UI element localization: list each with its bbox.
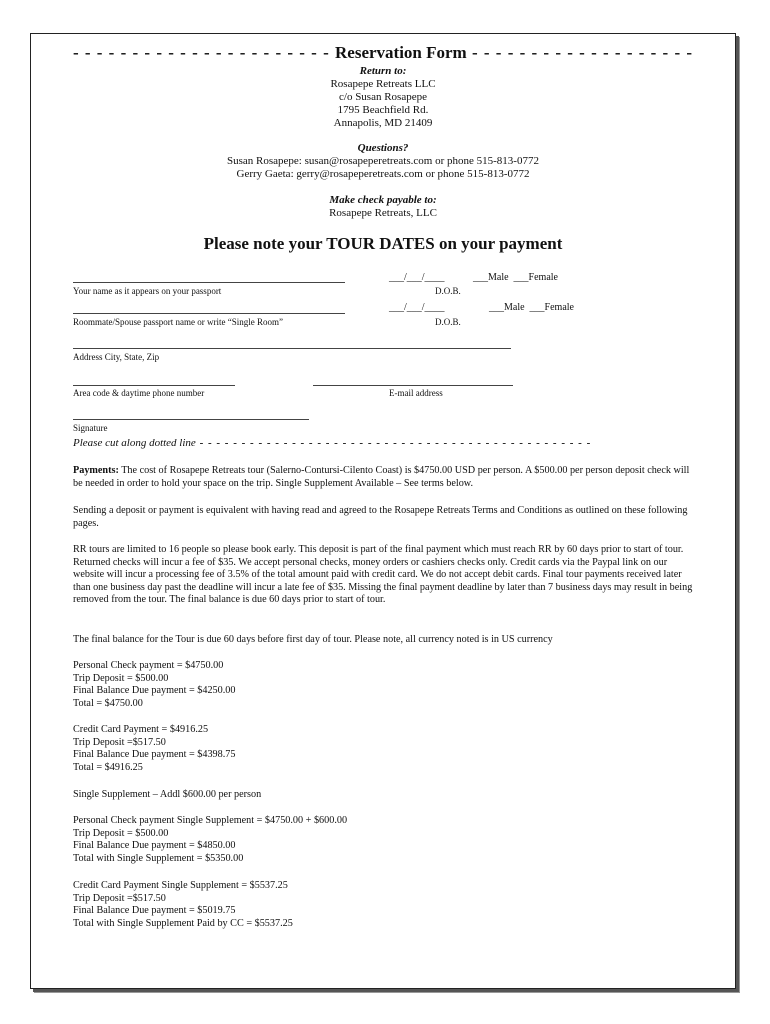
payments-paragraph	[73, 465, 693, 490]
form-page	[30, 33, 736, 989]
tour-dates-notice: Please note your TOUR DATES on your payment	[203, 234, 563, 253]
dob-caption-1: D.O.B.	[435, 286, 461, 296]
credit-card-block	[73, 724, 693, 774]
credit-card-line: Credit Card Payment = $4916.25	[73, 724, 209, 735]
return-line-4: Annapolis, MD 21409	[333, 117, 433, 129]
payments-label: Payments:	[73, 465, 119, 476]
cut-line-label: Please cut along dotted line	[73, 437, 196, 449]
return-line-1: Rosapepe Retreats LLC	[330, 78, 436, 90]
roommate-field[interactable]	[73, 313, 345, 314]
personal-check-single-line: Total with Single Supplement = $5350.00	[73, 852, 244, 864]
payable-heading: Make check payable to:	[329, 194, 437, 206]
signature-field[interactable]	[73, 419, 309, 420]
phone-caption: Area code & daytime phone number	[73, 388, 205, 398]
roommate-caption: Roommate/Spouse passport name or write “Single Room”	[73, 317, 283, 327]
return-line-3: 1795 Beachfield Rd.	[337, 104, 429, 116]
personal-check-single-line: Personal Check payment Single Supplement = $4750.00 + $600.00	[73, 815, 348, 826]
personal-check-line: Final Balance Due payment = $4250.00	[73, 685, 236, 697]
questions-line-1: Susan Rosapepe: susan@rosapeperetreats.com or phone 515-813-0772	[227, 155, 539, 167]
cut-line-dashes: - - - - - - - - - - - - - - - - - - - - - - - - - - - - - - - - - - - - - - - - - - - - - - -	[195, 437, 592, 449]
name-caption: Your name as it appears on your passport	[73, 286, 222, 296]
gender-field-2[interactable]: ___Male ___Female	[489, 302, 574, 313]
address-field[interactable]	[73, 348, 511, 349]
email-caption: E-mail address	[389, 388, 443, 398]
personal-check-block	[73, 660, 693, 710]
credit-card-line: Total = $4916.25	[73, 761, 143, 773]
dash-right: - - - - - - - - - - - - - - - - - - -	[466, 43, 694, 62]
deposit-paragraph: Sending a deposit or payment is equivalent with having read and agreed to the Rosapepe Retreats Terms and Conditions as outlined on these following pages.	[73, 505, 688, 529]
personal-check-line: Trip Deposit = $500.00	[73, 672, 169, 684]
personal-check-line: Total = $4750.00	[73, 697, 143, 709]
phone-field[interactable]	[73, 385, 235, 386]
credit-card-single-line: Trip Deposit =$517.50	[73, 892, 166, 904]
page-title: Reservation Form	[335, 43, 467, 62]
name-field[interactable]	[73, 282, 345, 283]
payable-line: Rosapepe Retreats, LLC	[329, 207, 437, 219]
single-supplement-line: Single Supplement – Addl $600.00 per person	[73, 789, 262, 800]
personal-check-single-line: Final Balance Due payment = $4850.00	[73, 840, 236, 852]
gender-field-1[interactable]: ___Male ___Female	[473, 272, 558, 283]
title-row	[31, 43, 735, 63]
final-balance-paragraph: The final balance for the Tour is due 60 days before first day of tour. Please note, all currency noted is in US currency	[73, 634, 553, 645]
credit-card-single-line: Final Balance Due payment = $5019.75	[73, 905, 236, 917]
limits-paragraph: RR tours are limited to 16 people so please book early. This deposit is part of the final payment which must reach RR by 60 days prior to start of tour. Returned checks will incur a fee of $35. We accept personal checks, money orders or cashiers checks only. Credit cards via the Paypal link on our website will incur a processing fee of 3.5% of the total amount paid with credit card. We do not accept debit cards. Final tour payments received later than one business day past the deadline will incur a late fee of $35. Missing the final payment deadline by later than 7 business days may result in being removed from the tour. The final balance is due 60 days prior to start of tour.	[73, 544, 693, 606]
signature-caption: Signature	[73, 423, 108, 433]
credit-card-single-line: Credit Card Payment Single Supplement = $5537.25	[73, 880, 288, 891]
payments-text: The cost of Rosapepe Retreats tour (Salerno-Contursi-Cilento Coast) is $4750.00 USD per person. A $500.00 per person deposit check will be needed in order to hold your space on the trip. Single Supplement Available – See terms below.	[73, 465, 690, 489]
questions-line-2: Gerry Gaeta: gerry@rosapeperetreats.com or phone 515-813-0772	[236, 168, 530, 180]
dob-caption-2: D.O.B.	[435, 317, 461, 327]
address-caption: Address City, State, Zip	[73, 352, 160, 362]
return-line-2: c/o Susan Rosapepe	[339, 91, 427, 103]
credit-card-line: Trip Deposit =$517.50	[73, 736, 166, 748]
dash-left: - - - - - - - - - - - - - - - - - - - - - -	[72, 43, 335, 62]
dob-field-1[interactable]: ___/___/____	[389, 272, 445, 283]
personal-check-single-block	[73, 815, 693, 865]
credit-card-single-block	[73, 880, 693, 930]
questions-heading: Questions?	[357, 142, 409, 154]
cut-line	[73, 437, 591, 449]
dob-field-2[interactable]: ___/___/____	[389, 302, 445, 313]
personal-check-single-line: Trip Deposit = $500.00	[73, 827, 169, 839]
return-to-heading: Return to:	[359, 65, 407, 77]
credit-card-single-line: Total with Single Supplement Paid by CC = $5537.25	[73, 917, 293, 929]
email-field[interactable]	[313, 385, 513, 386]
personal-check-line: Personal Check payment = $4750.00	[73, 660, 224, 671]
credit-card-line: Final Balance Due payment = $4398.75	[73, 749, 236, 761]
